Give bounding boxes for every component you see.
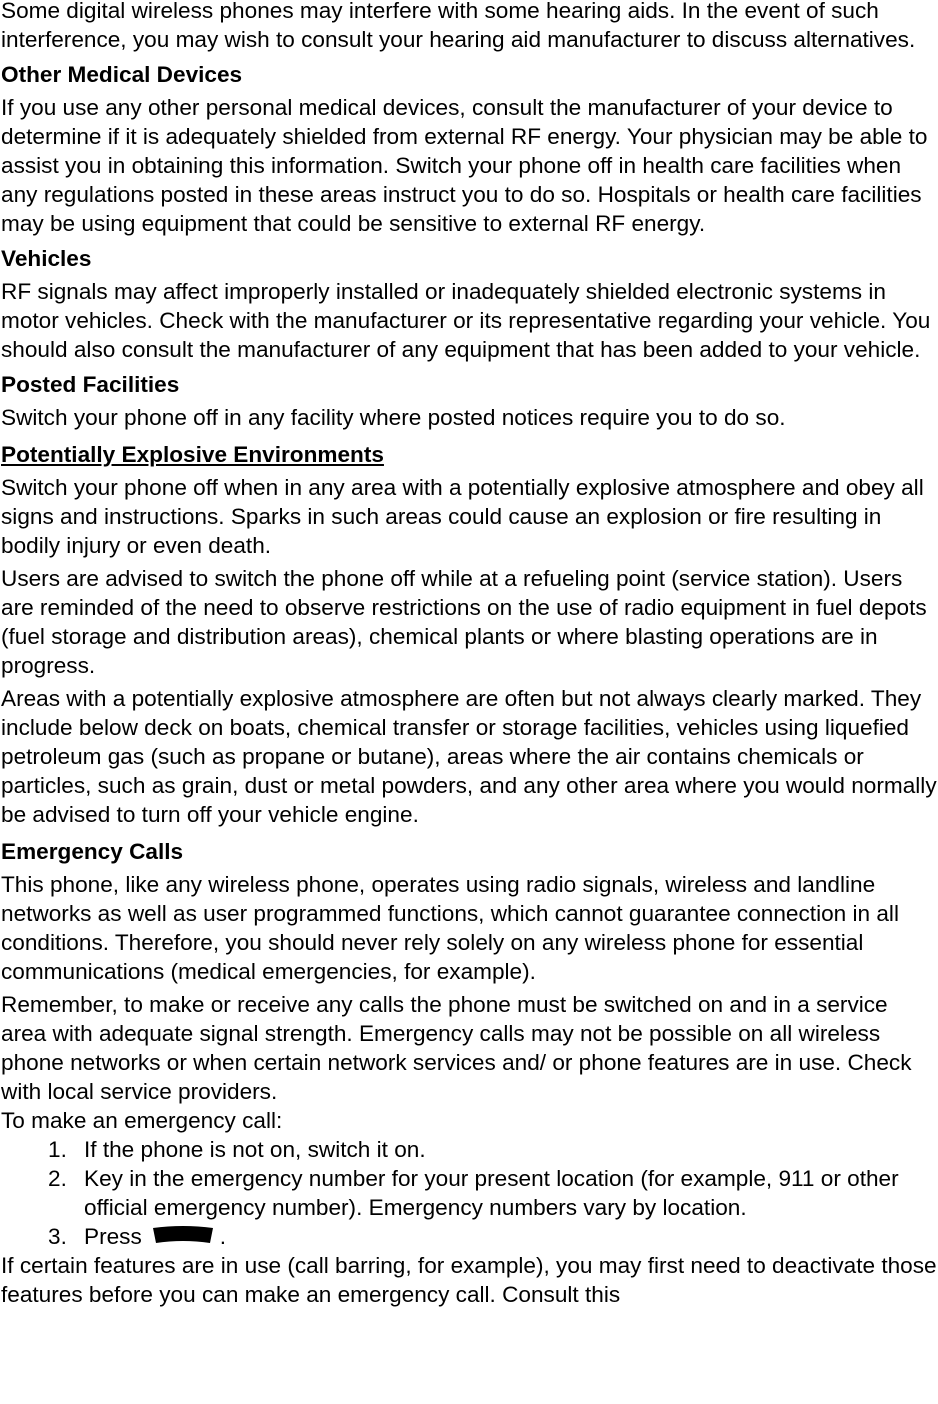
list-item — [1, 1164, 937, 1222]
list-item — [1, 1222, 937, 1251]
step-number: 1. — [48, 1137, 67, 1162]
hearing-aid-paragraph: Some digital wireless phones may interfere with some hearing aids. In the event of such interference, you may wish to consult your hearing aid manufacturer to discuss alternatives. — [1, 0, 916, 52]
posted-facilities-heading: Posted Facilities — [1, 372, 180, 397]
step-text: Key in the emergency number for your present location (for example, 911 or other official emergency number). Emergency numbers vary by location. — [84, 1166, 899, 1220]
posted-facilities-paragraph: Switch your phone off in any facility where posted notices require you to do so. — [1, 405, 786, 430]
emergency-paragraph-3: If certain features are in use (call barring, for example), you may first need to deactivate those features before you can make an emergency call. Consult this — [1, 1253, 937, 1307]
emergency-paragraph-1: This phone, like any wireless phone, operates using radio signals, wireless and landline networks as well as user programmed functions, which cannot guarantee connection in all conditions. Therefore, you should never rely solely on any wireless phone for essential communications (medical emergencies, for example). — [1, 872, 899, 984]
explosive-paragraph-2: Users are advised to switch the phone off while at a refueling point (service station). Users are reminded of the need to observe restrictions on the use of radio equipment in fuel depots (fuel storage and distribution areas), chemical plants or where blasting operations are in progress. — [1, 566, 927, 678]
step-number: 2. — [48, 1166, 67, 1191]
step-text: If the phone is not on, switch it on. — [84, 1137, 426, 1162]
emergency-paragraph-2: Remember, to make or receive any calls the phone must be switched on and in a service area with adequate signal strength. Emergency calls may not be possible on all wireless phone networks or when certain network services and/ or phone features are in use. Check with local service providers. — [1, 992, 912, 1104]
medical-devices-paragraph: If you use any other personal medical devices, consult the manufacturer of your device to determine if it is adequately shielded from external RF energy. Your physician may be able to assist you in obtaining this information. Switch your phone off in health care facilities when any regulations posted in these areas instruct you to do so. Hospitals or health care facilities may be using equipment that could be sensitive to external RF energy. — [1, 95, 928, 236]
step-press-label: Press — [84, 1224, 142, 1249]
send-key-icon — [150, 1223, 216, 1247]
explosive-paragraph-1: Switch your phone off when in any area with a potentially explosive atmosphere and obey all signs and instructions. Sparks in such areas could cause an explosion or fire resulting in bodily injury or even death. — [1, 475, 924, 558]
emergency-calls-heading: Emergency Calls — [1, 839, 184, 864]
step-text — [84, 1222, 937, 1251]
document-page — [1, 0, 937, 1309]
vehicles-heading: Vehicles — [1, 246, 92, 271]
medical-devices-heading: Other Medical Devices — [1, 62, 243, 87]
step-number: 3. — [48, 1224, 67, 1249]
explosive-environments-heading: Potentially Explosive Environments — [1, 442, 384, 467]
emergency-steps-list — [1, 1135, 937, 1251]
step-period: . — [219, 1224, 227, 1249]
explosive-paragraph-3: Areas with a potentially explosive atmosphere are often but not always clearly marked. They include below deck on boats, chemical transfer or storage facilities, vehicles using liquefied petroleum gas (such as propane or butane), areas where the air contains chemicals or particles, such as grain, dust or metal powders, and any other area where you would normally be advised to turn off your vehicle engine. — [1, 686, 937, 827]
list-item — [1, 1135, 937, 1164]
vehicles-paragraph: RF signals may affect improperly installed or inadequately shielded electronic systems in motor vehicles. Check with the manufacturer or its representative regarding your vehicle. You should also consult the manufacturer of any equipment that has been added to your vehicle. — [1, 279, 931, 362]
emergency-list-lead: To make an emergency call: — [1, 1108, 283, 1133]
